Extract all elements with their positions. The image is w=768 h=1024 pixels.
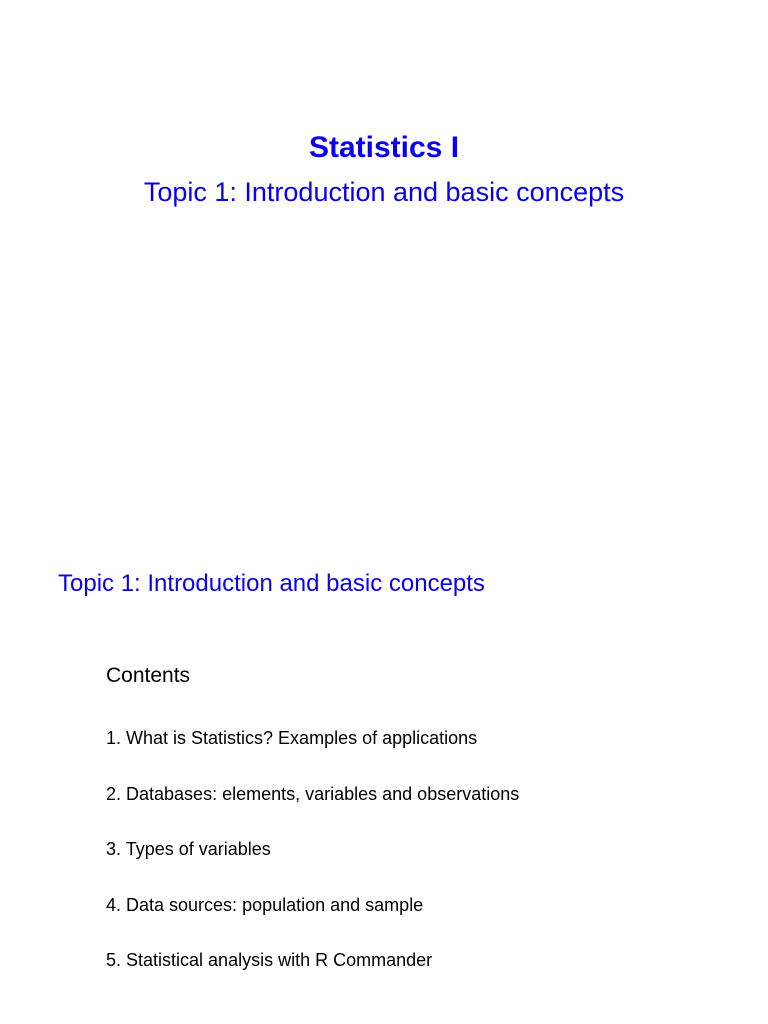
contents-item: 5. Statistical analysis with R Commander <box>106 950 433 970</box>
contents-label: Contents <box>106 664 191 687</box>
section-heading: Topic 1: Introduction and basic concepts <box>58 570 485 597</box>
contents-item: 3. Types of variables <box>106 839 271 859</box>
contents-item: 4. Data sources: population and sample <box>106 894 424 915</box>
contents-list <box>106 727 519 1005</box>
contents-item: 2. Databases: elements, variables and observations <box>106 783 520 804</box>
deck-subtitle: Topic 1: Introduction and basic concepts <box>143 177 625 207</box>
contents-slide <box>0 512 768 1024</box>
contents-item: 1. What is Statistics? Examples of applications <box>106 728 478 748</box>
deck-title: Statistics I <box>308 131 460 164</box>
